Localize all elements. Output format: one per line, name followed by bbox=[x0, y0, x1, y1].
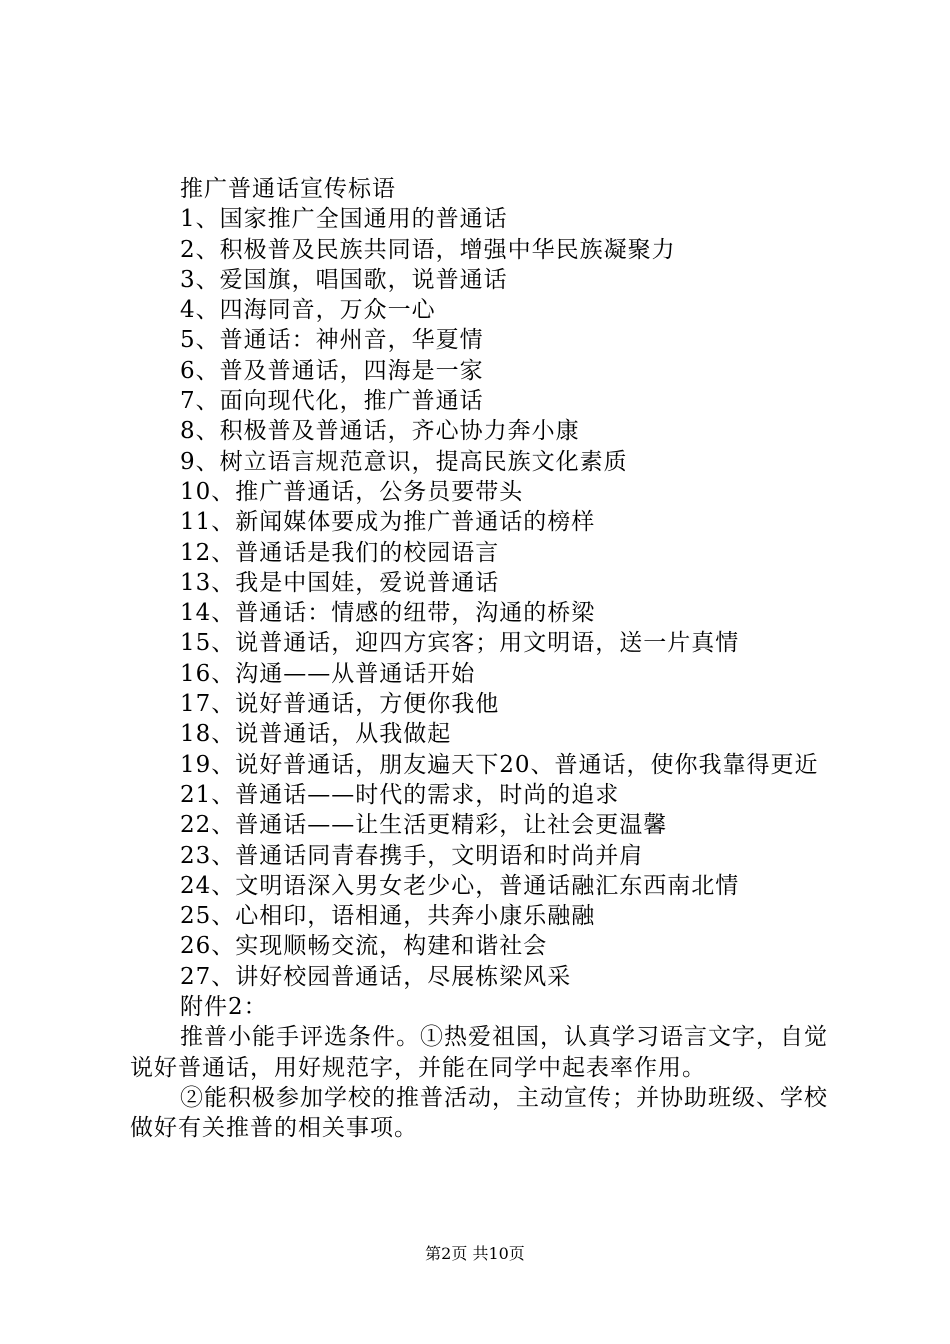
slogan-item: 25、心相印，语相通，共奔小康乐融融 bbox=[180, 903, 596, 930]
page-indicator: 第2页 共10页 bbox=[425, 1244, 525, 1263]
slogan-item: 3、爱国旗，唱国歌，说普通话 bbox=[180, 266, 508, 293]
slogan-item: 5、普通话：神州音，华夏情 bbox=[180, 327, 484, 354]
slogan-item: 18、说普通话，从我做起 bbox=[180, 721, 452, 748]
criteria-paragraph: 推普小能手评选条件。①热爱祖国，认真学习语言文字，自觉说好普通话，用好规范字，并能在同学中起表率作用。 bbox=[130, 1024, 828, 1081]
slogan-item: 6、普及普通话，四海是一家 bbox=[180, 357, 484, 384]
appendix-label: 附件2： bbox=[180, 994, 268, 1021]
slogan-item: 26、实现顺畅交流，构建和谐社会 bbox=[180, 933, 548, 960]
slogan-item: 4、四海同音，万众一心 bbox=[180, 297, 436, 324]
slogan-item: 14、普通话：情感的纽带，沟通的桥梁 bbox=[180, 600, 596, 627]
slogan-item: 22、普通话——让生活更精彩，让社会更温馨 bbox=[180, 812, 668, 839]
slogan-item: 24、文明语深入男女老少心，普通话融汇东西南北情 bbox=[180, 872, 740, 899]
slogan-item: 27、讲好校园普通话，尽展栋梁风采 bbox=[180, 963, 572, 990]
slogan-item: 23、普通话同青春携手，文明语和时尚并肩 bbox=[180, 842, 644, 869]
slogan-item: 9、树立语言规范意识，提高民族文化素质 bbox=[180, 448, 628, 475]
slogan-item: 12、普通话是我们的校园语言 bbox=[180, 539, 500, 566]
slogan-item: 8、积极普及普通话，齐心协力奔小康 bbox=[180, 418, 580, 445]
document-body bbox=[130, 174, 830, 1144]
document-title: 推广普通话宣传标语 bbox=[180, 176, 396, 202]
criteria-paragraph: ②能积极参加学校的推普活动，主动宣传；并协助班级、学校做好有关推普的相关事项。 bbox=[130, 1084, 828, 1142]
slogan-item: 15、说普通话，迎四方宾客；用文明语，送一片真情 bbox=[180, 630, 740, 657]
slogan-item-wrapped: 19、说好普通话，朋友遍天下20、普通话，使你我靠得更近 bbox=[180, 751, 819, 778]
slogan-item: 17、说好普通话，方便你我他 bbox=[180, 691, 500, 718]
slogan-item: 16、沟通——从普通话开始 bbox=[180, 660, 476, 687]
slogan-item: 7、面向现代化，推广普通话 bbox=[180, 388, 484, 415]
slogan-item: 11、新闻媒体要成为推广普通话的榜样 bbox=[180, 509, 596, 536]
slogan-item: 2、积极普及民族共同语，增强中华民族凝聚力 bbox=[180, 236, 676, 263]
slogan-item: 21、普通话——时代的需求，时尚的追求 bbox=[180, 781, 620, 808]
slogan-item: 13、我是中国娃，爱说普通话 bbox=[180, 569, 500, 596]
slogan-item: 1、国家推广全国通用的普通话 bbox=[180, 206, 508, 233]
slogan-item: 10、推广普通话，公务员要带头 bbox=[180, 478, 524, 505]
